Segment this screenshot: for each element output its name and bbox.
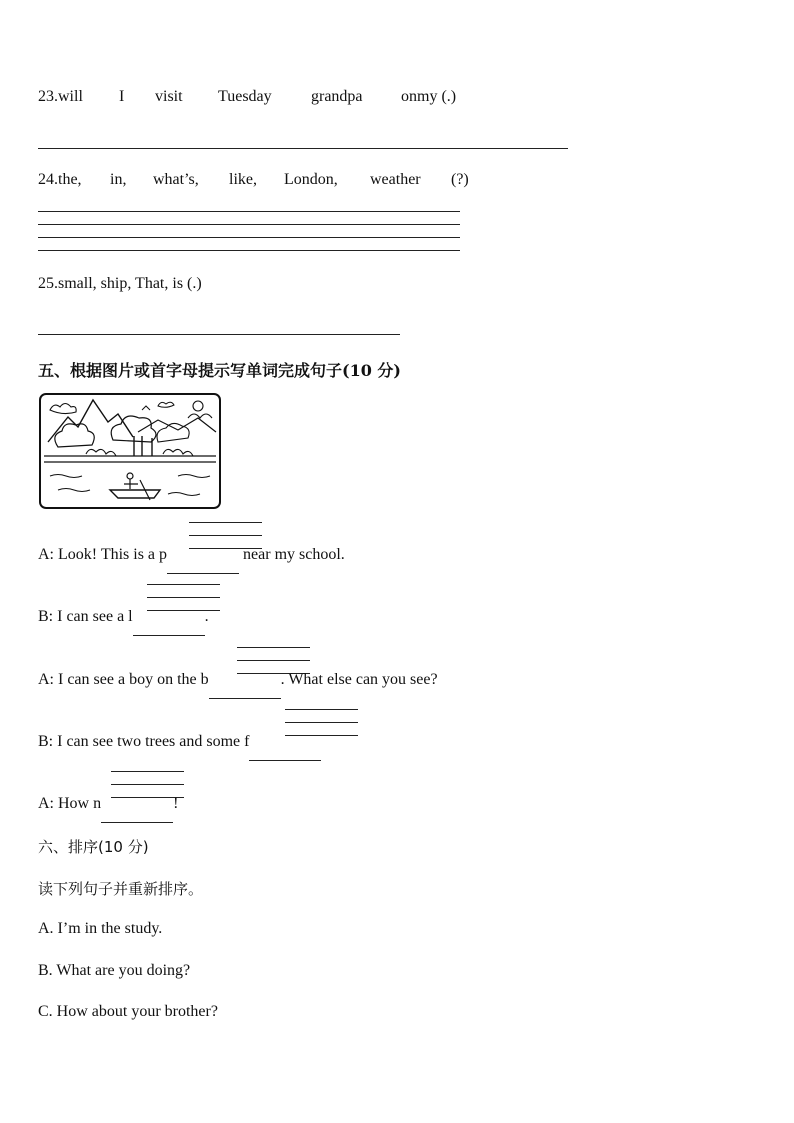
answer-blank[interactable] bbox=[101, 807, 173, 808]
blank-line[interactable] bbox=[285, 722, 358, 723]
word: Tuesday bbox=[218, 88, 272, 105]
blank-line[interactable] bbox=[189, 522, 262, 523]
dialogue-text: B: I can see a l bbox=[38, 608, 133, 625]
blank-line[interactable] bbox=[111, 784, 184, 785]
section-6-heading: 六、排序(10 分) bbox=[38, 838, 149, 856]
answer-line[interactable] bbox=[38, 211, 460, 212]
answer-line[interactable] bbox=[38, 250, 460, 251]
dialogue-text: A: Look! This is a p bbox=[38, 546, 168, 563]
dialogue-text: . bbox=[204, 608, 209, 625]
dialogue-text: near my school. bbox=[239, 546, 345, 563]
word: London, bbox=[284, 171, 338, 188]
blank-line[interactable] bbox=[147, 584, 220, 585]
sort-item-a: A. I’m in the study. bbox=[38, 920, 163, 937]
answer-line[interactable] bbox=[38, 148, 568, 149]
dialogue-line-2 bbox=[38, 608, 209, 626]
word: (?) bbox=[451, 171, 469, 188]
blank-line[interactable] bbox=[189, 535, 262, 536]
word: will bbox=[58, 88, 83, 105]
answer-line[interactable] bbox=[38, 224, 460, 225]
blank-line[interactable] bbox=[147, 597, 220, 598]
dialogue-line-1 bbox=[38, 546, 345, 564]
blank-line[interactable] bbox=[285, 709, 358, 710]
answer-blank[interactable] bbox=[249, 745, 321, 746]
word: weather bbox=[370, 171, 421, 188]
word: onmy (.) bbox=[401, 88, 457, 105]
section-5-heading: 五、根据图片或首字母提示写单词完成句子(10 分) bbox=[38, 361, 401, 380]
dialogue-text: A: How n bbox=[38, 795, 102, 812]
question-24 bbox=[38, 171, 82, 189]
blank-line[interactable] bbox=[111, 771, 184, 772]
dialogue-line-3 bbox=[38, 671, 438, 689]
question-number: 24. bbox=[38, 171, 58, 188]
word: I bbox=[119, 88, 125, 105]
dialogue-text: ! bbox=[173, 795, 179, 812]
word: grandpa bbox=[311, 88, 363, 105]
dialogue-text: . What else can you see? bbox=[280, 671, 438, 688]
answer-line[interactable] bbox=[38, 237, 460, 238]
dialogue-text: B: I can see two trees and some f bbox=[38, 733, 250, 750]
park-picture bbox=[38, 392, 222, 510]
dialogue-text: A: I can see a boy on the b bbox=[38, 671, 209, 688]
blank-line[interactable] bbox=[237, 647, 310, 648]
word: visit bbox=[155, 88, 183, 105]
word: what’s, bbox=[153, 171, 199, 188]
word: in, bbox=[110, 171, 127, 188]
word: like, bbox=[229, 171, 257, 188]
answer-line[interactable] bbox=[38, 334, 400, 335]
answer-blank[interactable] bbox=[167, 558, 239, 559]
blank-line[interactable] bbox=[237, 660, 310, 661]
question-25: 25.small, ship, That, is (.) bbox=[38, 275, 202, 292]
section-6-instruction: 读下列句子并重新排序。 bbox=[38, 880, 204, 898]
dialogue-line-5 bbox=[38, 795, 178, 813]
answer-blank[interactable] bbox=[209, 683, 281, 684]
answer-blank[interactable] bbox=[133, 620, 205, 621]
sort-item-b: B. What are you doing? bbox=[38, 962, 191, 979]
sort-item-c: C. How about your brother? bbox=[38, 1003, 218, 1020]
dialogue-line-4 bbox=[38, 733, 321, 751]
word: the, bbox=[58, 171, 82, 188]
park-scene-illustration bbox=[38, 392, 222, 510]
question-23 bbox=[38, 88, 83, 106]
question-number: 23. bbox=[38, 88, 58, 105]
